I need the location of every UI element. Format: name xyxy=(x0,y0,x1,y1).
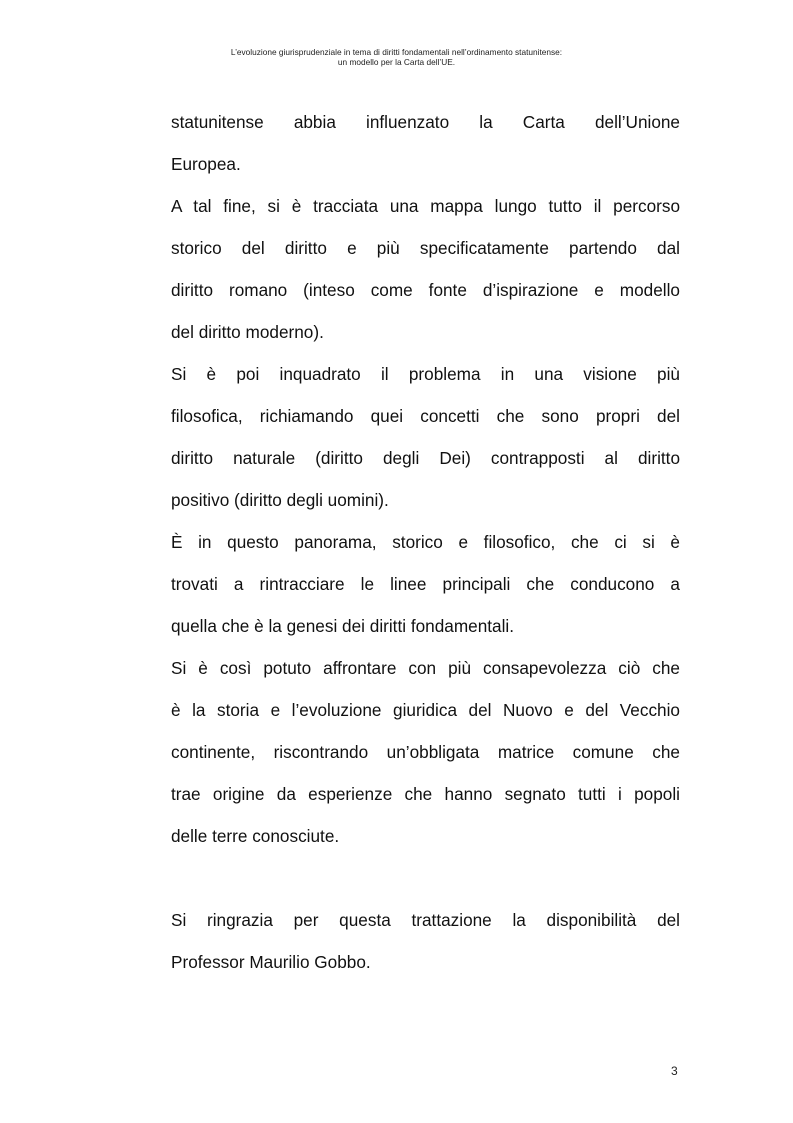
acknowledgement xyxy=(171,901,680,985)
text-line: storico del diritto e più specificatamente partendo dal xyxy=(171,238,680,258)
text-line: diritto naturale (diritto degli Dei) contrapposti al diritto xyxy=(171,448,680,468)
text-line: Europea. xyxy=(171,154,241,174)
text-line: Professor Maurilio Gobbo. xyxy=(171,952,371,972)
body-text xyxy=(171,103,680,985)
paragraph xyxy=(171,187,680,355)
text-line: continente, riscontrando un’obbligata matrice comune che xyxy=(171,742,680,762)
text-line: delle terre conosciute. xyxy=(171,826,340,846)
text-line: è la storia e l’evoluzione giuridica del Nuovo e del Vecchio xyxy=(171,700,680,720)
text-line: È in questo panorama, storico e filosofico, che ci si è xyxy=(171,532,680,552)
paragraph-gap xyxy=(171,859,680,901)
text-line: statunitense abbia influenzato la Carta dell’Unione xyxy=(171,112,680,132)
paragraph xyxy=(171,649,680,859)
text-line: A tal fine, si è tracciata una mappa lungo tutto il percorso xyxy=(171,196,680,216)
page-number: 3 xyxy=(671,1064,678,1078)
text-line: Si è poi inquadrato il problema in una visione più xyxy=(171,364,680,384)
text-line: Si è così potuto affrontare con più consapevolezza ciò che xyxy=(171,658,680,678)
text-line: trae origine da esperienze che hanno segnato tutti i popoli xyxy=(171,784,680,804)
header-line-2: un modello per la Carta dell’UE. xyxy=(337,57,456,67)
header-line-1: L’evoluzione giurisprudenziale in tema di diritti fondamentali nell’ordinamento statunitense: xyxy=(230,47,563,57)
text-line: diritto romano (inteso come fonte d’ispirazione e modello xyxy=(171,280,680,300)
paragraph xyxy=(171,523,680,649)
text-line: trovati a rintracciare le linee principali che conducono a xyxy=(171,574,680,594)
text-line: Si ringrazia per questa trattazione la disponibilità del xyxy=(171,910,680,930)
text-line: quella che è la genesi dei diritti fondamentali. xyxy=(171,616,515,636)
text-line: positivo (diritto degli uomini). xyxy=(171,490,389,510)
text-line: filosofica, richiamando quei concetti che sono propri del xyxy=(171,406,680,426)
text-line: del diritto moderno). xyxy=(171,322,324,342)
paragraph xyxy=(171,355,680,523)
running-header xyxy=(0,47,793,67)
paragraph xyxy=(171,103,680,187)
